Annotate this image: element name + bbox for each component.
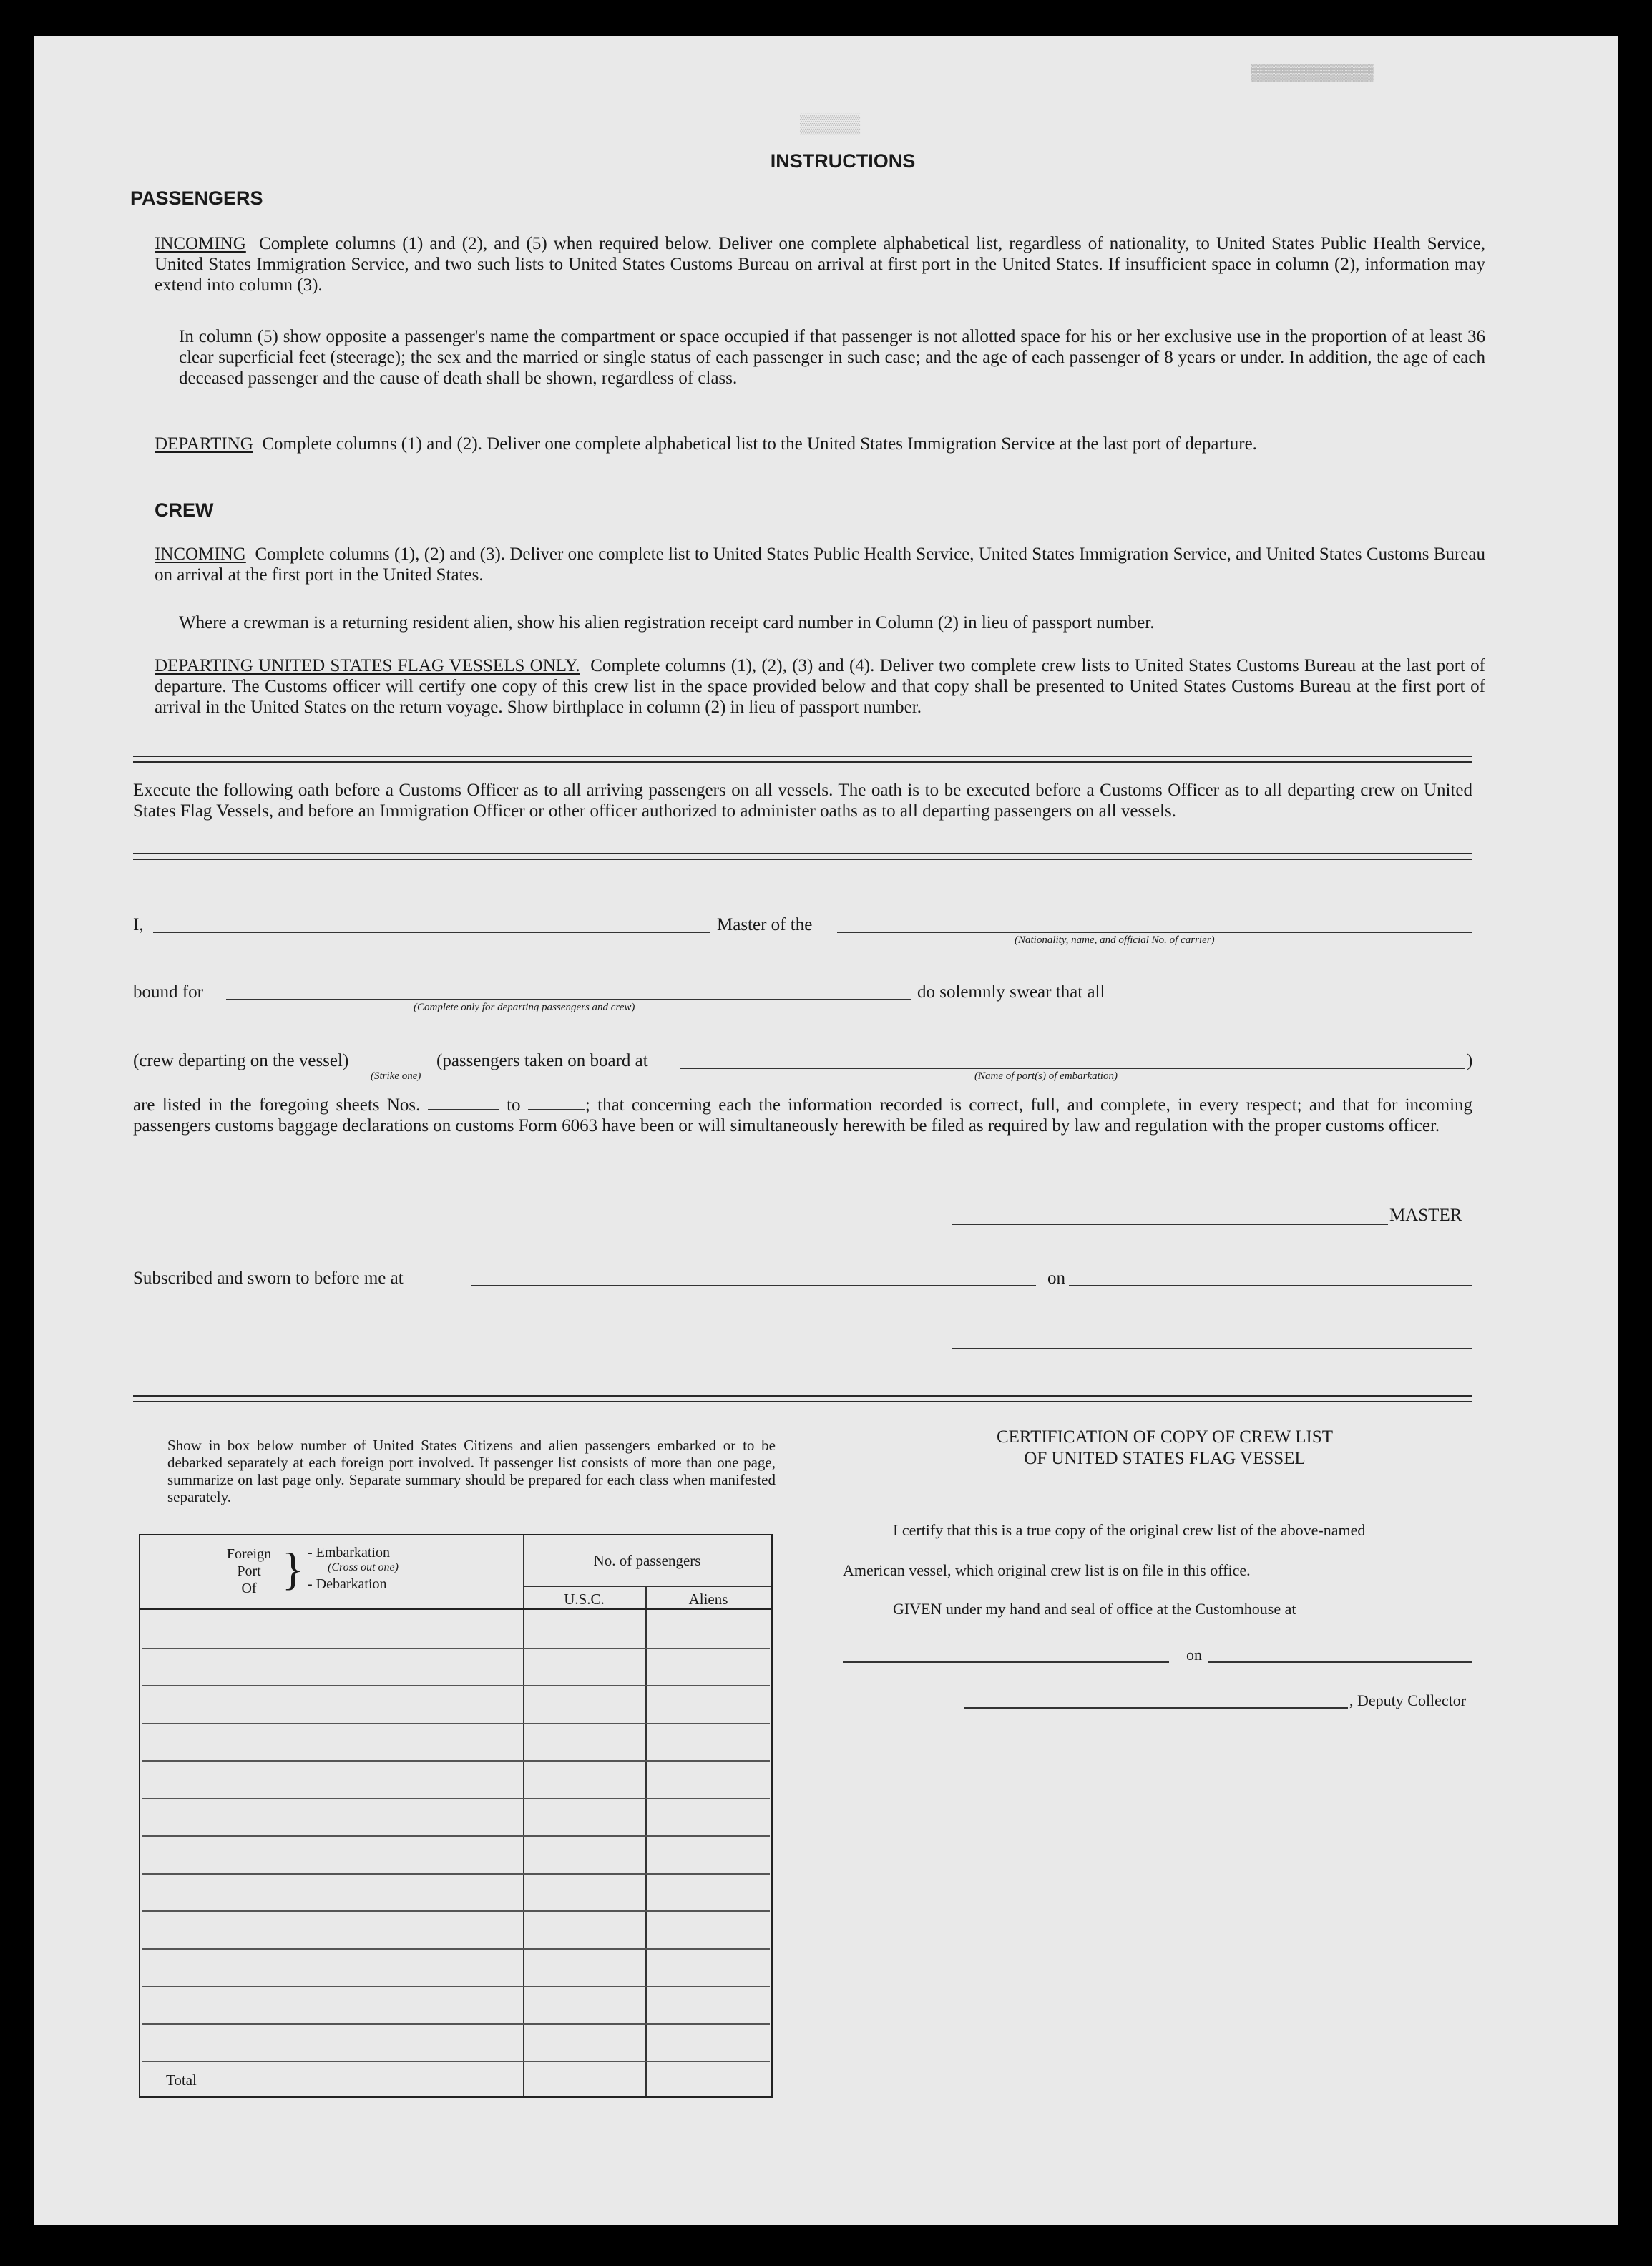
sheets-text-b: ; that concerning each the information recorded is correct, full, and complete, in every respect; and that for incoming passengers customs baggage declarations on customs Form 6063 have been or will simultaneously herewith be filed as required by law and regulation with the proper customs officer. bbox=[133, 1095, 1473, 1136]
master-of-the-label: Master of the bbox=[717, 915, 813, 934]
divider bbox=[133, 756, 1472, 757]
certification-title-line2: OF UNITED STATES FLAG VESSEL bbox=[1024, 1449, 1306, 1468]
subscribed-on-label: on bbox=[1047, 1269, 1065, 1288]
crew-incoming-text: Complete columns (1), (2) and (3). Deliver one complete list to United States Public Health Service, United States Immigration Service, and United States Customs Bureau on arrival at the first port in the United States. bbox=[155, 544, 1485, 585]
summary-row-line bbox=[142, 1948, 770, 1950]
resident-alien-paragraph: Where a crewman is a returning resident alien, show his alien registration receipt card number in Column (2) in lieu of passport number. bbox=[179, 613, 1155, 633]
passengers-departing-text: Complete columns (1) and (2). Deliver one complete alphabetical list to the United States Immigration Service at the last port of departure. bbox=[262, 434, 1257, 454]
customhouse-field[interactable] bbox=[843, 1661, 1169, 1663]
embarkation-option[interactable]: - Embarkation bbox=[308, 1545, 390, 1561]
i-label: I, bbox=[133, 915, 144, 934]
sheet-to-field[interactable] bbox=[528, 1098, 585, 1110]
bleed-through-header: ▓▓▓▓▓▓▓▓▓▓▓▓▓ bbox=[1251, 64, 1374, 82]
summary-row-line bbox=[142, 1723, 770, 1724]
departing-label: DEPARTING bbox=[155, 434, 253, 454]
usc-header: U.S.C. bbox=[564, 1591, 605, 1608]
column5-paragraph: In column (5) show opposite a passenger's name the compartment or space occupied if that passenger is not allotted space for his or her exclusive use in the proportion of at least 36 clear superficial feet (steerage); the sex and the married or single status of each passenger in such case; and the age of each passenger of 8 years or under. In addition, the age of each deceased passenger and the cause of death shall be shown, regardless of class. bbox=[179, 327, 1485, 388]
embarkation-port-field[interactable] bbox=[680, 1068, 1465, 1069]
form-page bbox=[34, 36, 1618, 2225]
no-passengers-header: No. of passengers bbox=[593, 1552, 701, 1569]
subscribed-place-field[interactable] bbox=[471, 1285, 1036, 1286]
passengers-heading: PASSENGERS bbox=[130, 187, 263, 209]
certification-on-label: on bbox=[1186, 1646, 1202, 1664]
swear-label: do solemnly swear that all bbox=[917, 982, 1105, 1002]
crew-departing-text: Complete columns (1), (2), (3) and (4). Deliver two complete crew lists to United States Customs Bureau at the last port of departure. The Customs officer will certify one copy of this crew list in the space provided below and that copy shall be presented to United States Customs Bureau at the first port of arrival in the United States on the return voyage. Show birthplace in column (2) in lieu of passport number. bbox=[155, 656, 1486, 717]
crew-departing-paragraph bbox=[155, 655, 1485, 718]
bound-for-label: bound for bbox=[133, 982, 203, 1002]
bleed-through-mark: ▒▒▒▒▒ bbox=[800, 114, 861, 137]
certify-text: I certify that this is a true copy of the original crew list of the above-named bbox=[893, 1521, 1366, 1539]
subscribed-label: Subscribed and sworn to before me at bbox=[133, 1269, 404, 1288]
divider bbox=[133, 853, 1472, 854]
passengers-incoming-paragraph bbox=[155, 233, 1485, 296]
incoming-label: INCOMING bbox=[155, 234, 246, 253]
bound-for-field[interactable] bbox=[226, 999, 911, 1000]
crew-incoming-paragraph bbox=[155, 544, 1485, 585]
passengers-departing-paragraph bbox=[155, 434, 1485, 454]
master-name-field[interactable] bbox=[153, 932, 710, 933]
summary-row-line bbox=[142, 1835, 770, 1837]
crew-incoming-label: INCOMING bbox=[155, 544, 246, 564]
foreign-port-label: Foreign Port Of bbox=[226, 1546, 272, 1596]
sheets-to: to bbox=[507, 1095, 521, 1115]
column-divider bbox=[523, 1535, 524, 2096]
deputy-collector-signature-field[interactable] bbox=[964, 1707, 1348, 1709]
passenger-summary-table bbox=[139, 1534, 773, 2098]
summary-row-line bbox=[142, 2023, 770, 2025]
american-vessel-text: American vessel, which original crew list is on file in this office. bbox=[843, 1561, 1251, 1579]
summary-row-line bbox=[142, 1986, 770, 1987]
summary-row-line bbox=[142, 1798, 770, 1799]
crew-departing-option[interactable]: (crew departing on the vessel) bbox=[133, 1051, 349, 1070]
bound-for-caption: (Complete only for departing passengers and crew) bbox=[414, 1002, 635, 1013]
crew-heading: CREW bbox=[155, 499, 214, 521]
carrier-field[interactable] bbox=[837, 932, 1472, 933]
column-divider bbox=[645, 1586, 647, 2096]
subscribed-date-field[interactable] bbox=[1069, 1285, 1472, 1286]
divider bbox=[133, 761, 1472, 763]
close-paren: ) bbox=[1467, 1051, 1473, 1070]
instructions-title: INSTRUCTIONS bbox=[770, 150, 916, 172]
certification-title bbox=[864, 1427, 1465, 1470]
given-text: GIVEN under my hand and seal of office at the Customhouse at bbox=[893, 1600, 1296, 1618]
header-line bbox=[140, 1608, 771, 1610]
master-label: MASTER bbox=[1389, 1206, 1462, 1225]
summary-row-line bbox=[142, 1685, 770, 1686]
strike-one-caption: (Strike one) bbox=[371, 1070, 421, 1082]
divider bbox=[133, 1395, 1472, 1397]
subheader-line bbox=[523, 1586, 771, 1587]
summary-row-line bbox=[142, 1760, 770, 1762]
master-signature-field[interactable] bbox=[952, 1224, 1388, 1225]
cross-out-caption: (Cross out one) bbox=[328, 1561, 399, 1573]
total-label: Total bbox=[166, 2071, 197, 2089]
sheets-text-a: are listed in the foregoing sheets Nos. bbox=[133, 1095, 421, 1115]
divider bbox=[133, 1401, 1472, 1402]
sheets-paragraph bbox=[133, 1095, 1472, 1136]
sheet-from-field[interactable] bbox=[428, 1098, 499, 1110]
passengers-taken-option[interactable]: (passengers taken on board at bbox=[436, 1051, 648, 1070]
divider bbox=[133, 859, 1472, 860]
aliens-header: Aliens bbox=[688, 1591, 728, 1608]
brace-icon: } bbox=[282, 1543, 304, 1594]
certification-date-field[interactable] bbox=[1208, 1661, 1472, 1663]
debarkation-option[interactable]: - Debarkation bbox=[308, 1576, 387, 1592]
deputy-collector-label: , Deputy Collector bbox=[1349, 1691, 1467, 1709]
officer-signature-field[interactable] bbox=[952, 1348, 1472, 1349]
summary-row-line bbox=[142, 1873, 770, 1875]
carrier-caption: (Nationality, name, and official No. of carrier) bbox=[1015, 934, 1215, 946]
summary-row-line bbox=[142, 2061, 770, 2062]
summary-row-line bbox=[142, 1648, 770, 1649]
departing-us-flag-label: DEPARTING UNITED STATES FLAG VESSELS ONLY. bbox=[155, 656, 580, 675]
certification-title-line1: CERTIFICATION OF COPY OF CREW LIST bbox=[996, 1427, 1334, 1447]
summary-row-line bbox=[142, 1910, 770, 1912]
oath-intro: Execute the following oath before a Customs Officer as to all arriving passengers on all vessels. The oath is to be executed before a Customs Officer as to all departing crew on United States Flag Vessels, and before an Immigration Officer or other officer authorized to administer oaths as to all departing passengers on all vessels. bbox=[133, 781, 1472, 821]
summary-intro: Show in box below number of United States Citizens and alien passengers embarked or to be debarked separately at each foreign port involved. If passenger list consists of more than one page, summarize on last page only. Separate summary should be prepared for each class when manifested separately. bbox=[167, 1437, 776, 1505]
passengers-incoming-text: Complete columns (1) and (2), and (5) when required below. Deliver one complete alphabetical list, regardless of nationality, to United States Public Health Service, United States Immigration Service, and two such lists to United States Customs Bureau on arrival at first port in the United States. If insufficient space in column (2), information may extend into column (3). bbox=[155, 234, 1486, 295]
port-caption: (Name of port(s) of embarkation) bbox=[974, 1070, 1118, 1082]
